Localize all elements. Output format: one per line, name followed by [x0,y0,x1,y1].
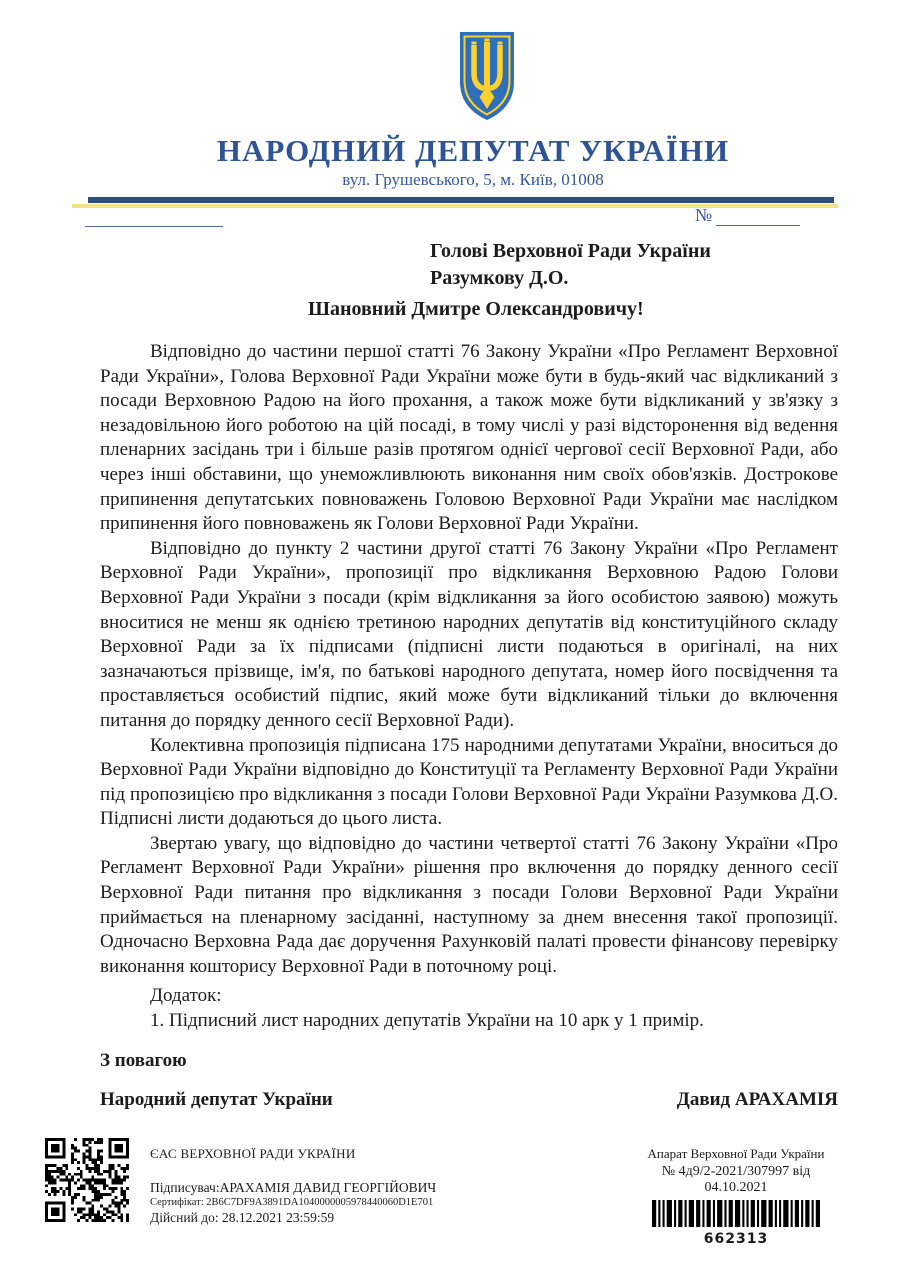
letter-body [100,340,838,1113]
number-sign: № [695,205,713,225]
barcode-number: 662313 [703,1231,769,1247]
attachment-block [100,983,838,1033]
signer-name: Давид АРАХАМІЯ [676,1089,838,1111]
signer-line: Підписувач:АРАХАМІЯ ДАВИД ГЕОРГІЙОВИЧ [150,1180,437,1195]
office-label: Апарат Верховної Ради України [647,1146,825,1161]
date-blank-line [85,206,223,227]
closing-phrase: З повагою [100,1050,187,1072]
body-paragraph: Відповідно до частини першої статті 76 Закону України «Про Регламент Верховної Ради України», Голова Верховної Ради України може бути в будь-який час відкликаний з посади Верховною Радою на його прохання, а також може бути відкликаний у зв'язку з незадовільною його роботою на цій посаді, в тому числі у разі відсторонення від ведення пленарних засідань три і більше разів протягом однієї чергової сесії Верховної Ради, або через інші обставини, що унеможливлюють виконання ним своїх обов'язків. Дострокове припинення депутатських повноважень Головою Верховної Ради України має наслідком припинення його повноважень як Голови Верховної Ради України. [100,341,838,535]
barcode-icon [652,1200,820,1227]
registration-stamp [630,1146,842,1247]
addressee-line1: Голові Верховної Ради України [430,240,711,262]
salutation: Шановний Дмитре Олександровичу! [308,298,644,320]
ukraine-coat-of-arms-icon [457,30,517,122]
registration-number: № 4д9/2-2021/307997 від 04.10.2021 [661,1164,811,1195]
body-paragraph: Відповідно до пункту 2 частини другої статті 76 Закону України «Про Регламент Верховної Ради України», пропозиції про відкликання Верховною Радою Голови Верховної Ради України з посади (крім відкликання за його особистою заявою) можуть вноситися не менш як однією третиною народних депутатів від конституційного складу Верховної Ради за їх підписами (підписні листи подаються в оригіналі, на них зазначаються прізвище, ім'я, по батькові народного депутата, номер його посвідчення та проставляється особистий підпис, який може бути відкликаний тільки до включення питання до порядку денного сесії Верховної Ради). [100,537,838,731]
signer-position: Народний депутат України [100,1089,333,1111]
org-address: вул. Грушевського, 5, м. Київ, 01008 [342,170,604,189]
qr-code-icon [45,1138,129,1222]
letterhead-divider-navy [88,197,834,203]
addressee-block [430,238,711,292]
reference-number-group [695,204,800,226]
signature-row [100,1088,838,1113]
attachment-label: Додаток: [150,985,222,1007]
body-paragraph: Колективна пропозиція підписана 175 народними депутатами України, вноситься до Верховної Ради України відповідно до Конституції та Регламенту Верховної Ради України під пропозицією про відкликання з посади Голови Верховної Ради України Разумкова Д.О. Підписні листи додаються до цього листа. [100,734,838,830]
number-blank-line [716,204,800,226]
org-title: НАРОДНИЙ ДЕПУТАТ УКРАЇНИ [216,133,730,168]
eas-label: ЄАС ВЕРХОВНОЇ РАДИ УКРАЇНИ [150,1146,356,1161]
digital-signature-stamp [150,1146,480,1226]
certificate-line: Сертифікат: 2B6C7DF9A3891DA1040000005978440060D1E701 [150,1197,434,1208]
attachment-item: 1. Підписний лист народних депутатів України на 10 арк у 1 примір. [150,1010,704,1032]
addressee-line2: Разумкову Д.О. [430,267,569,289]
body-paragraph: Звертаю увагу, що відповідно до частини четвертої статті 76 Закону України «Про Регламент Верховної Ради України» рішення про включення до порядку денного сесії Верховної Ради питання про відкликання з посади Голови Верховної Ради України приймається на пленарному засіданні, наступному за днем внесення такої пропозиції. Одночасно Верховна Рада дає доручення Рахунковій палаті провести фінансову перевірку виконання кошторису Верховної Ради в поточному році. [100,832,838,977]
valid-until-line: Дійсний до: 28.12.2021 23:59:59 [150,1210,335,1225]
